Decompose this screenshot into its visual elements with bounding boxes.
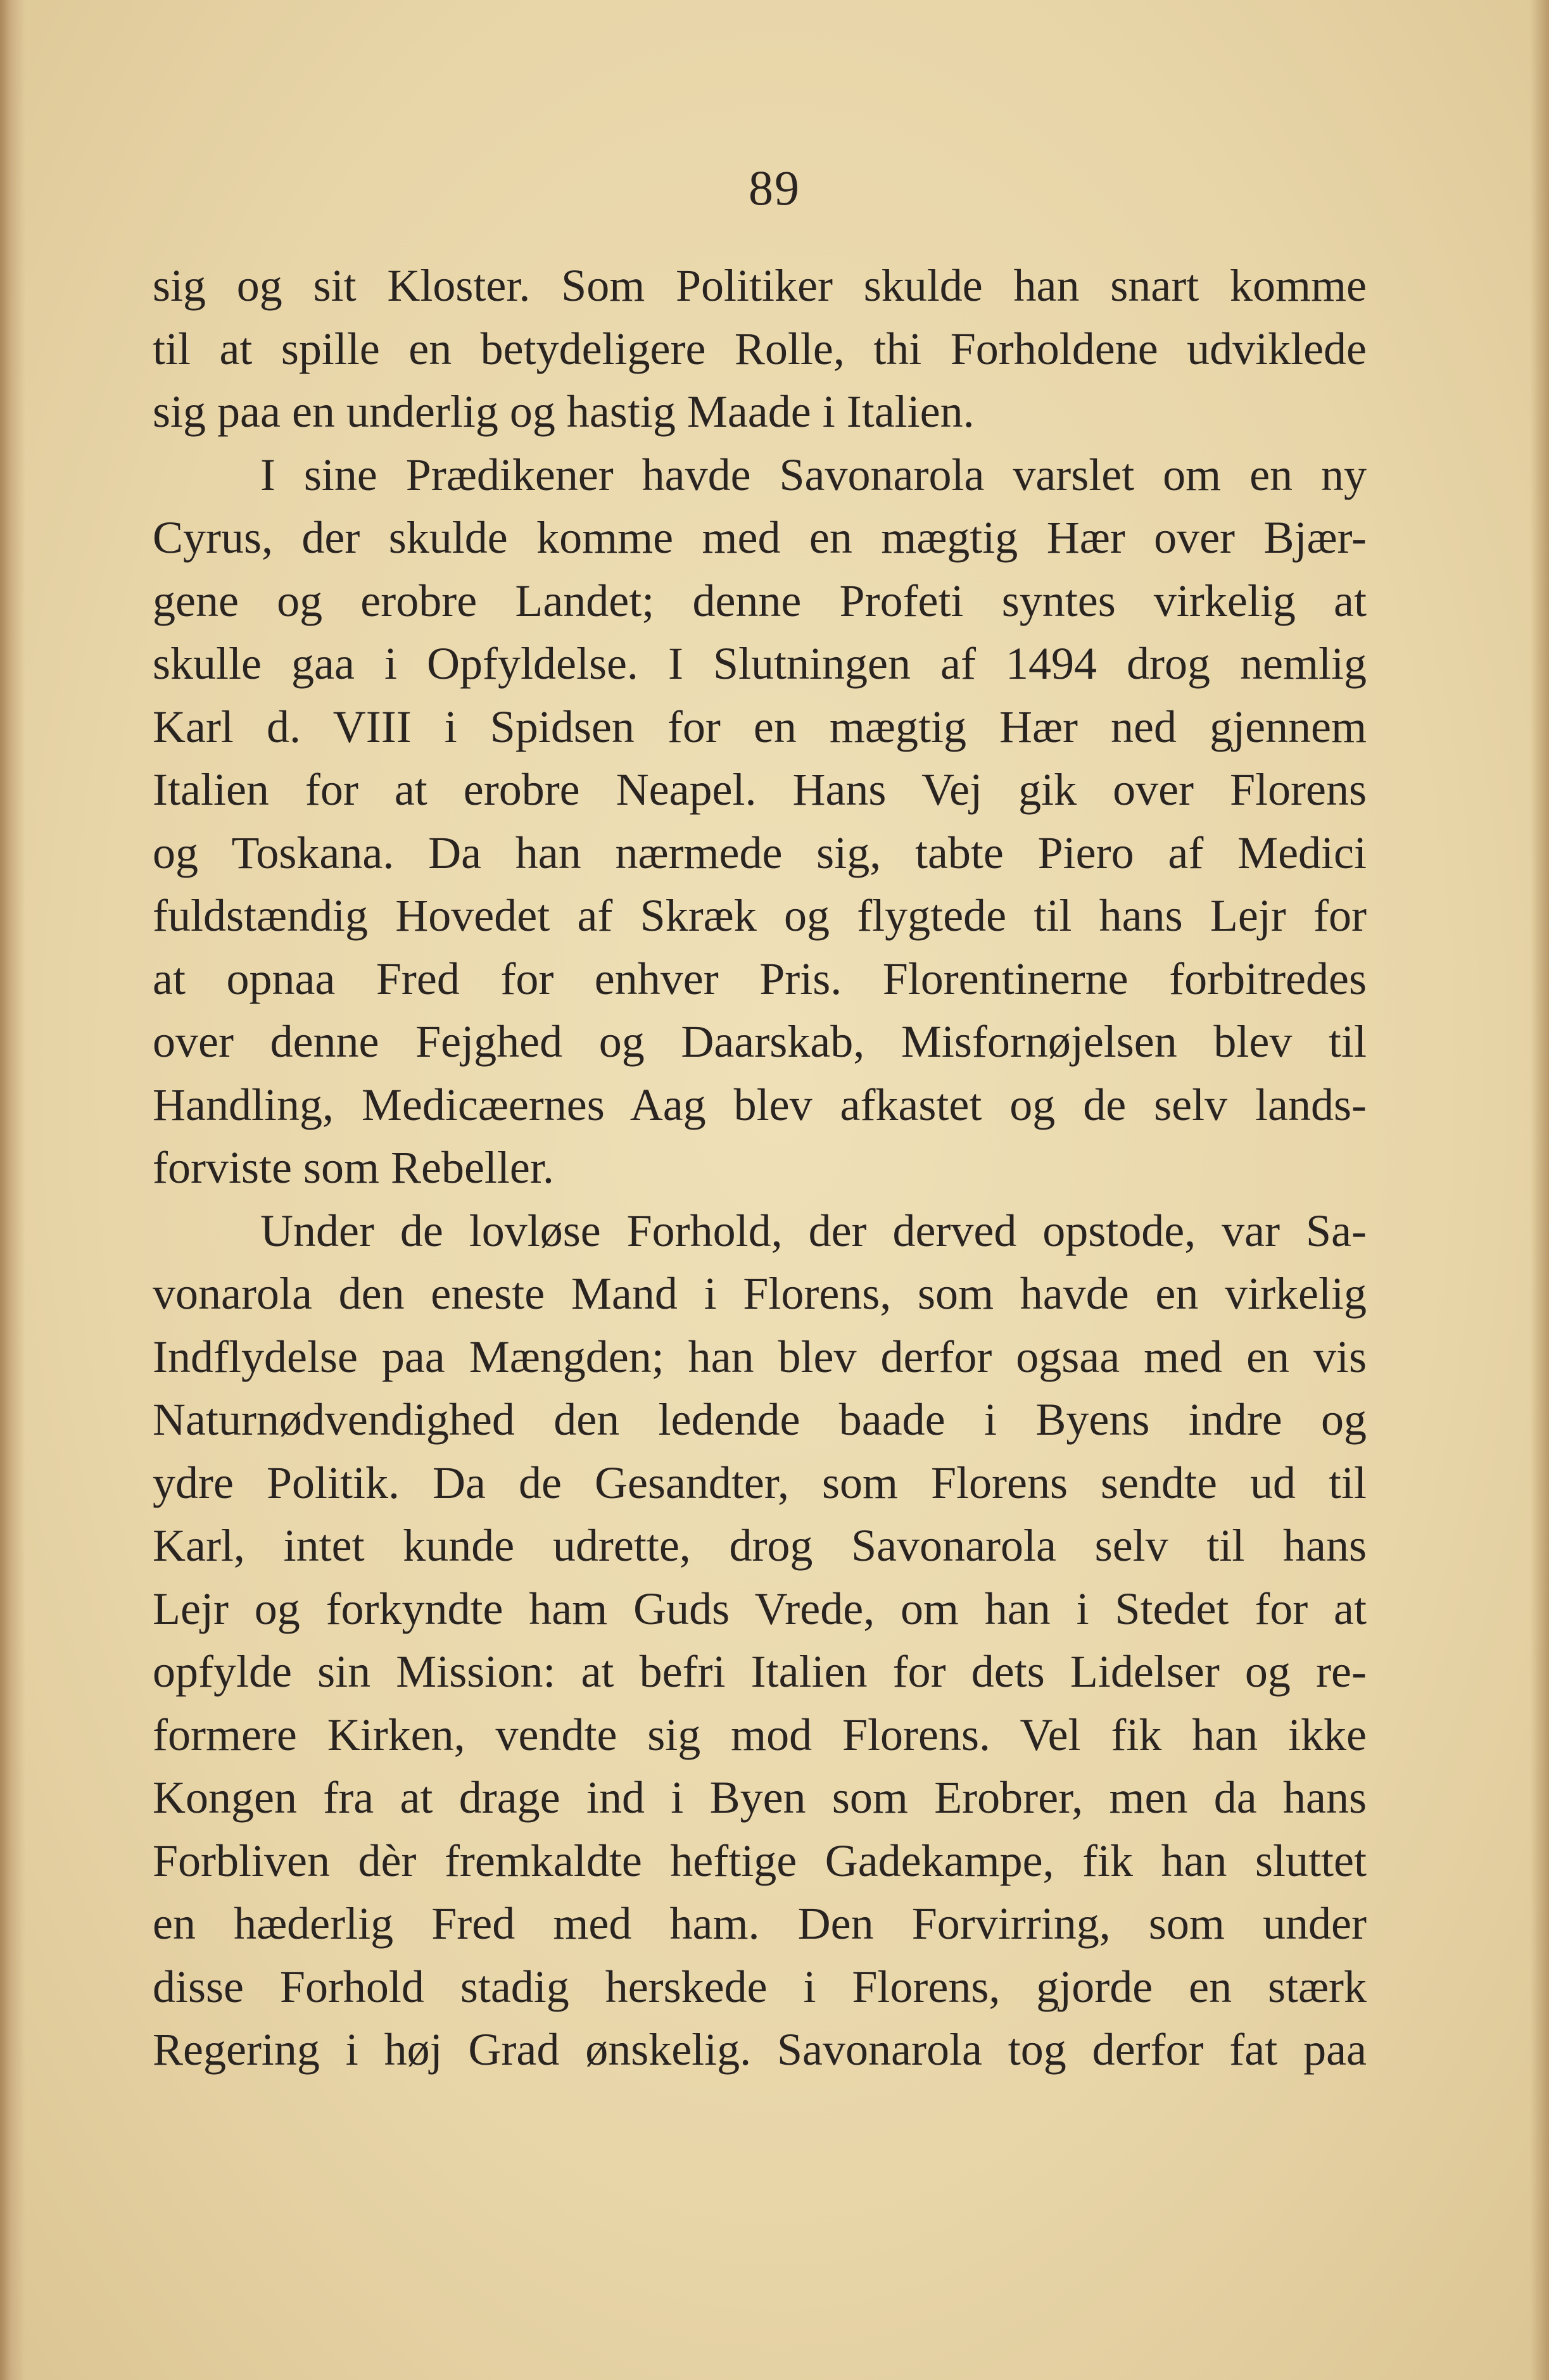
text-line: en hæderlig Fred med ham. Den Forvirring, som under <box>153 1898 1367 1949</box>
text-line: sig paa en underlig og hastig Maade i Italien. <box>153 386 975 437</box>
text-line: til at spille en betydeligere Rolle, thi Forholdene udviklede <box>153 323 1367 374</box>
text-line: og Toskana. Da han nærmede sig, tabte Piero af Medici <box>153 827 1367 878</box>
text-line: Regering i høj Grad ønskelig. Savonarola tog derfor fat paa <box>153 2024 1367 2075</box>
text-line: Cyrus, der skulde komme med en mægtig Hær over Bjær- <box>153 512 1367 563</box>
body-text <box>153 255 1367 2082</box>
page-edge-shadow-right <box>1530 0 1549 2380</box>
text-line: Under de lovløse Forhold, der derved opstode, var Sa- <box>260 1205 1367 1256</box>
text-line: Forbliven dèr fremkaldte heftige Gadekampe, fik han sluttet <box>153 1835 1367 1886</box>
text-line: skulle gaa i Opfyldelse. I Slutningen af 1494 drog nemlig <box>153 638 1367 689</box>
text-line: Karl, intet kunde udrette, drog Savonarola selv til hans <box>153 1520 1367 1571</box>
text-line: opfylde sin Mission: at befri Italien for dets Lidelser og re- <box>153 1646 1367 1697</box>
page-edge-shadow-left <box>0 0 25 2380</box>
text-line: Kongen fra at drage ind i Byen som Erobrer, men da hans <box>153 1772 1367 1823</box>
text-line: forviste som Rebeller. <box>153 1142 554 1193</box>
text-line: Indflydelse paa Mængden; han blev derfor ogsaa med en vis <box>153 1331 1367 1382</box>
text-line: Naturnødvendighed den ledende baade i Byens indre og <box>153 1394 1367 1445</box>
text-line: I sine Prædikener havde Savonarola varslet om en ny <box>260 449 1367 500</box>
text-line: Lejr og forkyndte ham Guds Vrede, om han i Stedet for at <box>153 1583 1367 1634</box>
text-line: at opnaa Fred for enhver Pris. Florentinerne forbitredes <box>153 953 1367 1004</box>
text-line: Handling, Medicæernes Aag blev afkastet og de selv lands- <box>153 1079 1367 1130</box>
text-line: ydre Politik. Da de Gesandter, som Florens sendte ud til <box>153 1457 1367 1508</box>
page-number: 89 <box>749 160 800 215</box>
text-line: over denne Fejghed og Daarskab, Misfornøjelsen blev til <box>153 1016 1367 1067</box>
text-line: sig og sit Kloster. Som Politiker skulde han snart komme <box>153 260 1367 311</box>
text-line: Italien for at erobre Neapel. Hans Vej gik over Florens <box>153 764 1367 815</box>
text-line: vonarola den eneste Mand i Florens, som havde en virkelig <box>153 1268 1367 1319</box>
text-line: gene og erobre Landet; denne Profeti syntes virkelig at <box>153 575 1367 626</box>
text-line: disse Forhold stadig herskede i Florens, gjorde en stærk <box>153 1961 1367 2012</box>
text-line: fuldstændig Hovedet af Skræk og flygtede til hans Lejr for <box>153 890 1367 941</box>
text-line: Karl d. VIII i Spidsen for en mægtig Hær ned gjennem <box>153 701 1367 752</box>
text-line: formere Kirken, vendte sig mod Florens. Vel fik han ikke <box>153 1709 1367 1760</box>
